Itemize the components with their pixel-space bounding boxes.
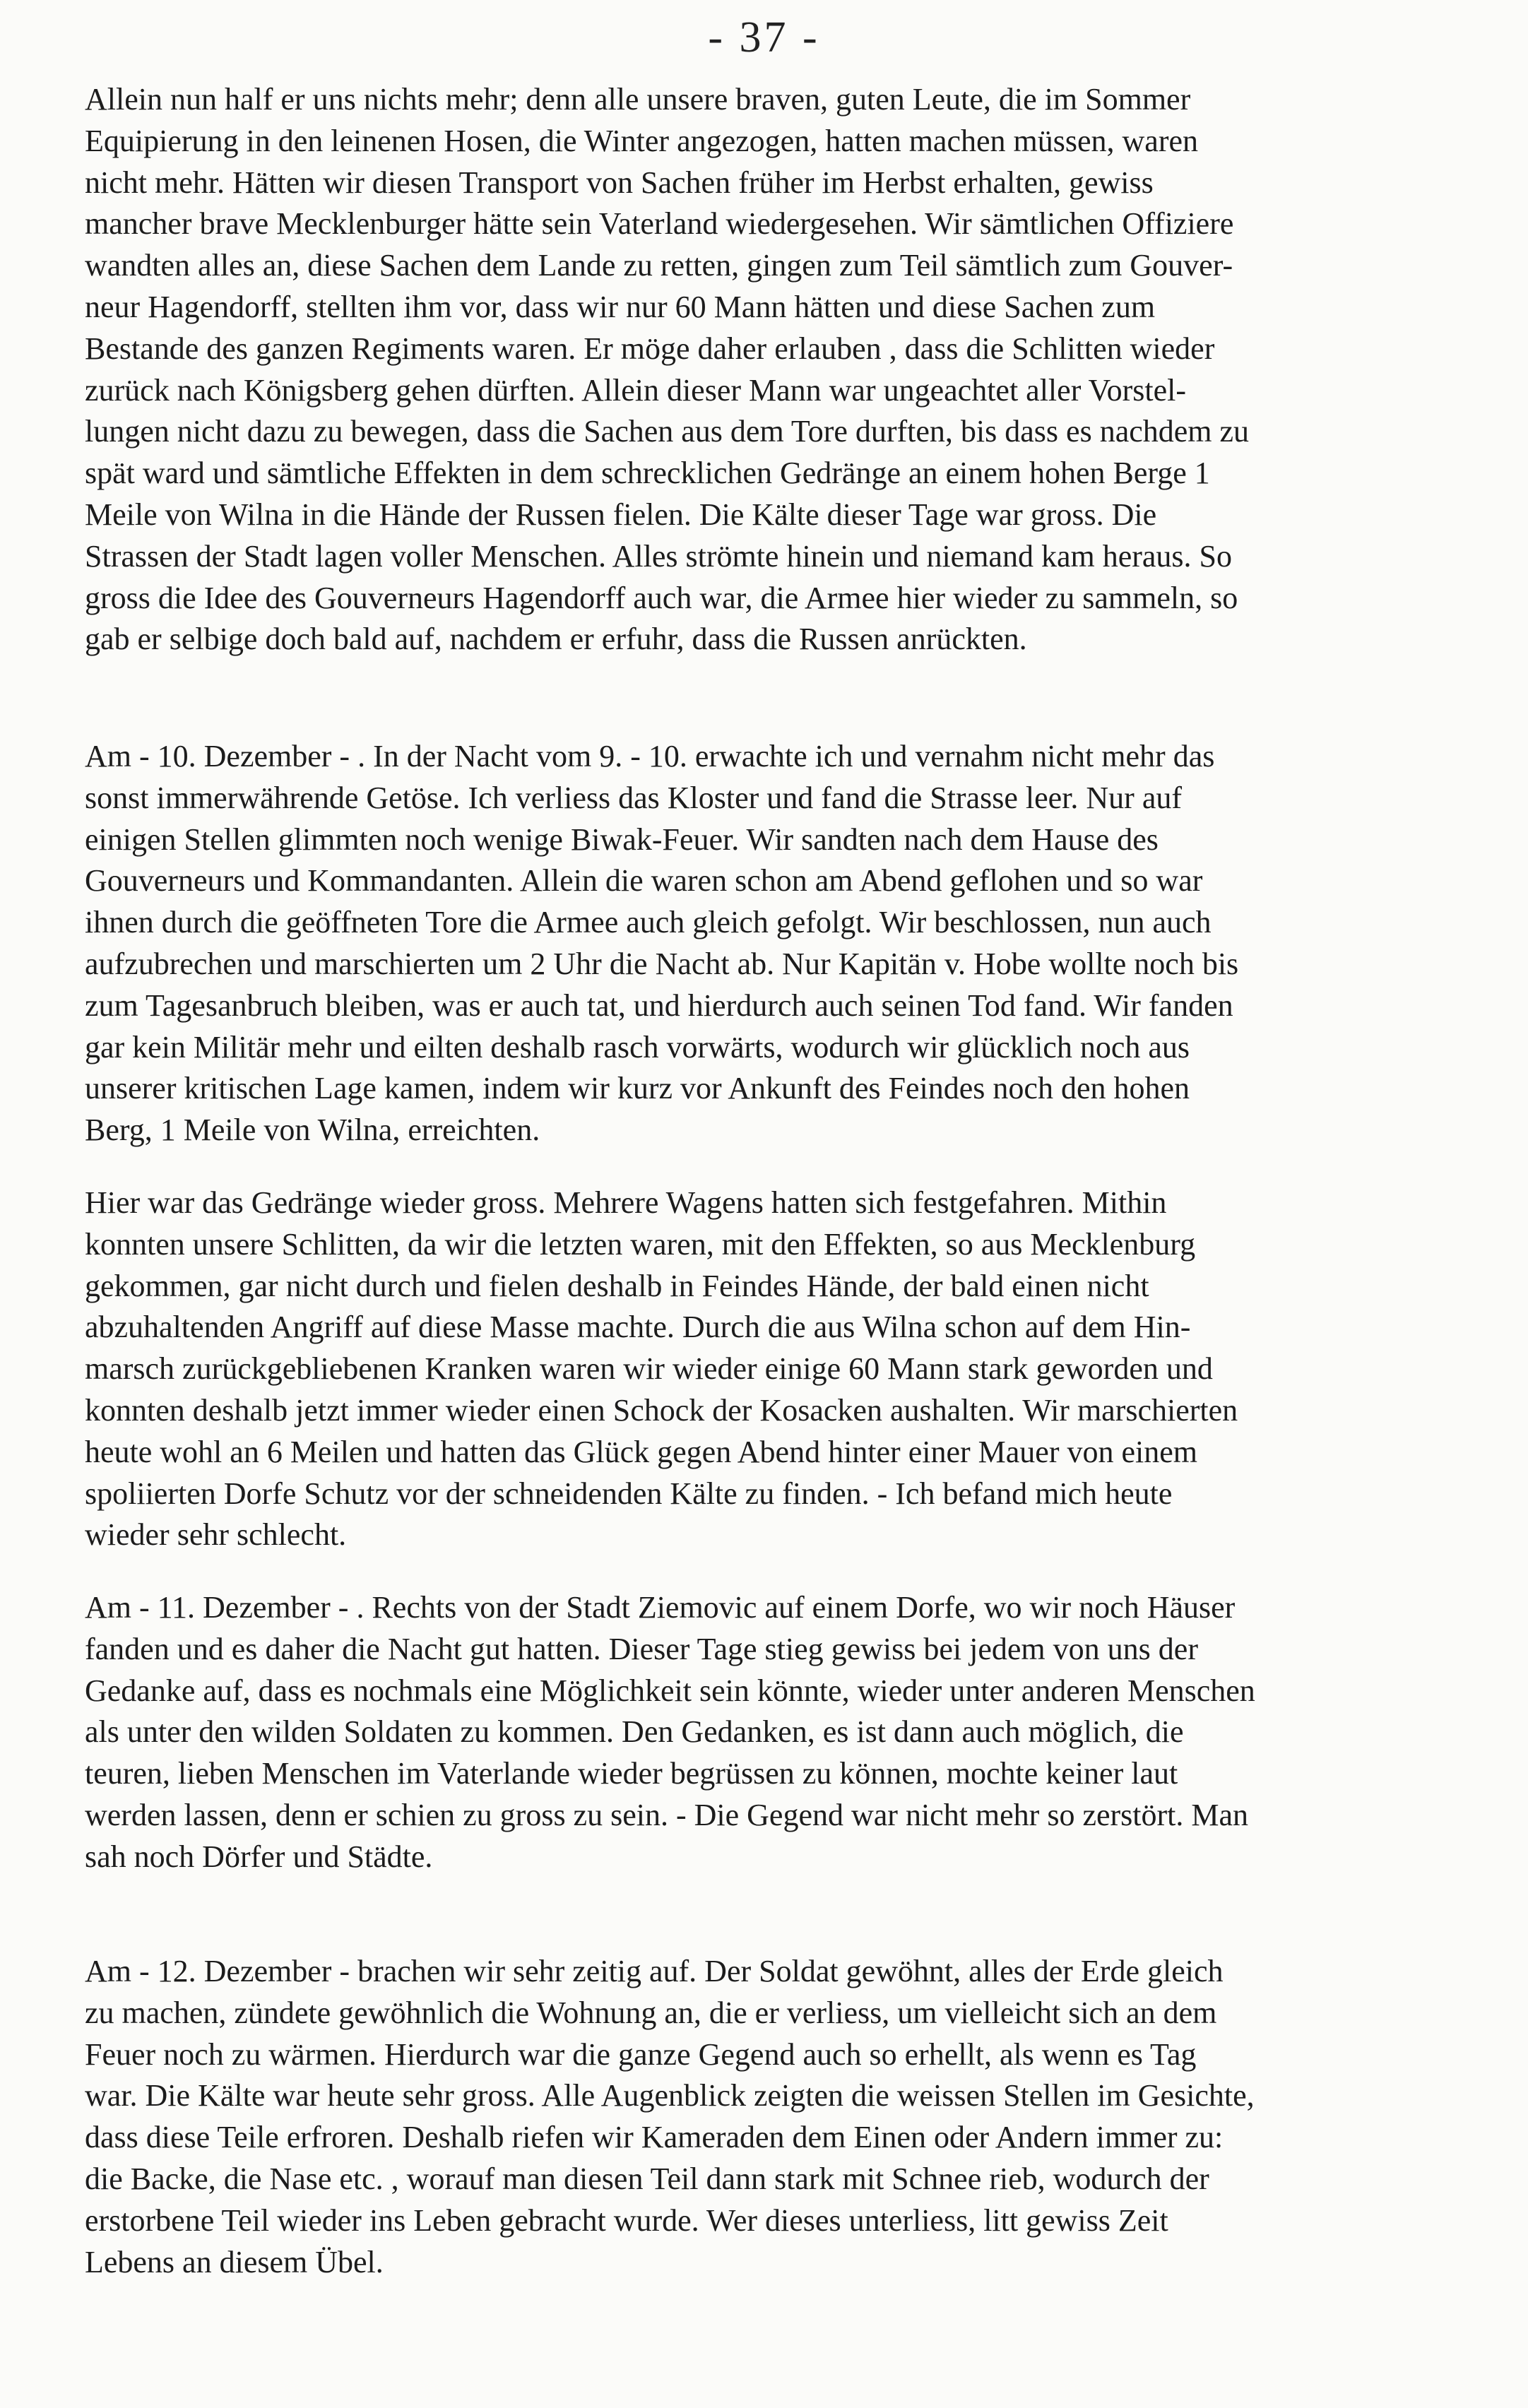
text-line: Am - 12. Dezember - brachen wir sehr zeitig auf. Der Soldat gewöhnt, alles der Erde gleich (85, 1954, 1224, 1988)
text-line: Equipierung in den leinenen Hosen, die Winter angezogen, hatten machen müssen, waren (85, 123, 1199, 158)
paragraph-4 (85, 1587, 1508, 1878)
text-line: Meile von Wilna in die Hände der Russen fielen. Die Kälte dieser Tage war gross. Die (85, 497, 1157, 532)
text-line: einigen Stellen glimmten noch wenige Biwak-Feuer. Wir sandten nach dem Hause des (85, 822, 1159, 857)
paragraph-5 (85, 1951, 1508, 2283)
text-line: Gedanke auf, dass es nochmals eine Möglichkeit sein könnte, wieder unter anderen Menschen (85, 1673, 1255, 1708)
text-line: lungen nicht dazu zu bewegen, dass die Sachen aus dem Tore durften, bis dass es nachdem zu (85, 414, 1250, 449)
text-line: Feuer noch zu wärmen. Hierdurch war die ganze Gegend auch so erhellt, als wenn es Tag (85, 2036, 1197, 2072)
text-line: spoliierten Dorfe Schutz vor der schneidenden Kälte zu finden. - Ich befand mich heute (85, 1476, 1173, 1511)
text-line: konnten deshalb jetzt immer wieder einen Schock der Kosacken aushalten. Wir marschierten (85, 1392, 1238, 1428)
text-line: gekommen, gar nicht durch und fielen deshalb in Feindes Hände, der bald einen nicht (85, 1268, 1149, 1303)
paragraph-2 (85, 736, 1508, 1151)
text-line: Am - 10. Dezember - . In der Nacht vom 9. - 10. erwachte ich und vernahm nicht mehr das (85, 739, 1215, 773)
text-line: neur Hagendorff, stellten ihm vor, dass wir nur 60 Mann hätten und diese Sachen zum (85, 289, 1156, 324)
text-line: gar kein Militär mehr und eilten deshalb rasch vorwärts, wodurch wir glücklich noch aus (85, 1029, 1190, 1064)
text-line: nicht mehr. Hätten wir diesen Transport von Sachen früher im Herbst erhalten, gewiss (85, 165, 1154, 200)
text-line: Bestande des ganzen Regiments waren. Er möge daher erlauben , dass die Schlitten wieder (85, 331, 1215, 366)
page-number: - 37 - (708, 13, 820, 61)
text-line: Am - 11. Dezember - . Rechts von der Stadt Ziemovic auf einem Dorfe, wo wir noch Häuser (85, 1590, 1236, 1625)
text-line: fanden und es daher die Nacht gut hatten. Dieser Tage stieg gewiss bei jedem von uns der (85, 1631, 1198, 1666)
text-line: ihnen durch die geöffneten Tore die Armee auch gleich gefolgt. Wir beschlossen, nun auch (85, 905, 1212, 940)
text-line: die Backe, die Nase etc. , worauf man diesen Teil dann stark mit Schnee rieb, wodurch der (85, 2161, 1209, 2196)
text-line: heute wohl an 6 Meilen und hatten das Glück gegen Abend hinter einer Mauer von einem (85, 1434, 1197, 1469)
text-line: konnten unsere Schlitten, da wir die letzten waren, mit den Effekten, so aus Mecklenburg (85, 1226, 1196, 1262)
paragraph-3 (85, 1182, 1508, 1556)
text-line: aufzubrechen und marschierten um 2 Uhr die Nacht ab. Nur Kapitän v. Hobe wollte noch bis (85, 946, 1239, 981)
text-line: spät ward und sämtliche Effekten in dem schrecklichen Gedränge an einem hohen Berge 1 (85, 456, 1210, 491)
text-line: wandten alles an, diese Sachen dem Lande zu retten, gingen zum Teil sämtlich zum Gouver- (85, 248, 1233, 283)
paragraph-1 (85, 79, 1508, 660)
text-line: mancher brave Mecklenburger hätte sein Vaterland wiedergesehen. Wir sämtlichen Offiziere (85, 206, 1234, 242)
text-line: zurück nach Königsberg gehen dürften. Allein dieser Mann war ungeachtet aller Vorstel- (85, 372, 1187, 408)
text-line: Hier war das Gedränge wieder gross. Mehrere Wagens hatten sich festgefahren. Mithin (85, 1185, 1167, 1220)
text-line: Strassen der Stadt lagen voller Menschen. Alles strömte hinein und niemand kam heraus. So (85, 538, 1233, 574)
text-line: unserer kritischen Lage kamen, indem wir kurz vor Ankunft des Feindes noch den hohen (85, 1071, 1190, 1106)
text-line: dass diese Teile erfroren. Deshalb riefen wir Kameraden dem Einen oder Andern immer zu: (85, 2120, 1224, 2155)
text-line: war. Die Kälte war heute sehr gross. Alle Augenblick zeigten die weissen Stellen im Gesichte, (85, 2078, 1255, 2113)
text-line: wieder sehr schlecht. (85, 1517, 347, 1553)
text-line: erstorbene Teil wieder ins Leben gebracht wurde. Wer dieses unterliess, litt gewiss Zeit (85, 2202, 1168, 2238)
text-line: sah noch Dörfer und Städte. (85, 1839, 433, 1874)
text-line: Berg, 1 Meile von Wilna, erreichten. (85, 1113, 540, 1148)
text-line: gab er selbige doch bald auf, nachdem er erfuhr, dass die Russen anrückten. (85, 622, 1027, 657)
text-line: Allein nun half er uns nichts mehr; denn alle unsere braven, guten Leute, die im Sommer (85, 82, 1191, 117)
text-line: als unter den wilden Soldaten zu kommen. Den Gedanken, es ist dann auch möglich, die (85, 1714, 1184, 1750)
text-line: zum Tagesanbruch bleiben, was er auch tat, und hierdurch auch seinen Tod fand. Wir fanden (85, 987, 1233, 1023)
text-line: zu machen, zündete gewöhnlich die Wohnung an, die er verliess, um vielleicht sich an dem (85, 1995, 1217, 2030)
text-line: gross die Idee des Gouverneurs Hagendorff auch war, die Armee hier wieder zu sammeln, so (85, 580, 1238, 615)
text-line: Gouverneurs und Kommandanten. Allein die waren schon am Abend geflohen und so war (85, 863, 1203, 898)
text-line: teuren, lieben Menschen im Vaterlande wieder begrüssen zu können, mochte keiner laut (85, 1756, 1178, 1791)
text-line: abzuhaltenden Angriff auf diese Masse machte. Durch die aus Wilna schon auf dem Hin- (85, 1310, 1191, 1345)
text-line: marsch zurückgebliebenen Kranken waren wir wieder einige 60 Mann stark geworden und (85, 1351, 1213, 1387)
text-line: werden lassen, denn er schien zu gross zu sein. - Die Gegend war nicht mehr so zerstört. Man (85, 1797, 1249, 1832)
text-line: sonst immerwährende Getöse. Ich verliess das Kloster und fand die Strasse leer. Nur auf (85, 780, 1182, 815)
text-line: Lebens an diesem Übel. (85, 2244, 384, 2279)
